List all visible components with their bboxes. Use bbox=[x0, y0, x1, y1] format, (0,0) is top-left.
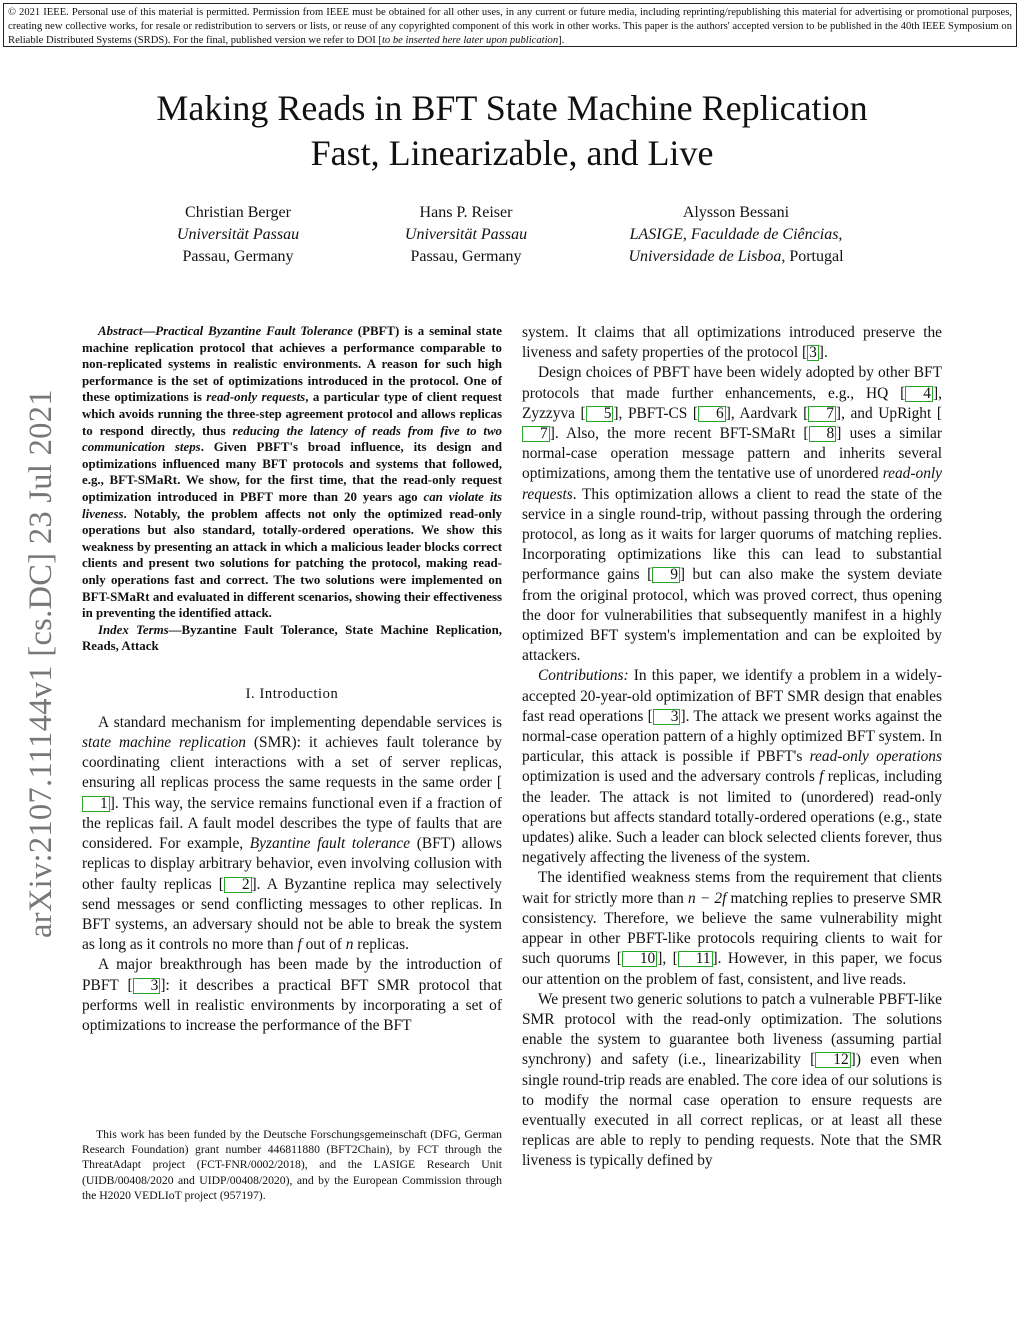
contributions-label: Contributions: bbox=[538, 667, 629, 685]
title-line-2: Fast, Linearizable, and Live bbox=[310, 133, 714, 173]
citation-link[interactable]: 12 bbox=[815, 1052, 850, 1068]
body-paragraph: system. It claims that all optimizations introduced preserve the liveness and safety properties of the protocol [ 3 ]. bbox=[522, 324, 942, 362]
author-location-university: Universidade de Lisboa bbox=[628, 248, 782, 265]
text-run: but can also make the system deviate from the original protocol, which was proved correct, thus opening the door for vulnerabilities that subsequently manifest in a highly optimized BFT system's implementation and can be exploited by attackers. bbox=[522, 566, 942, 665]
citation-link[interactable]: 1 bbox=[82, 796, 110, 812]
abstract-paragraph bbox=[82, 323, 502, 622]
index-terms-text: Byzantine Fault Tolerance, State Machine Replication, Reads, Attack bbox=[82, 622, 503, 654]
author-block-3 bbox=[596, 202, 876, 268]
text-run: Design choices of PBFT have been widely adopted by other BFT protocols that made further enhancements, e.g., HQ bbox=[522, 364, 942, 402]
copyright-end: ]. bbox=[558, 35, 565, 46]
text-run: system. It claims that all optimizations introduced preserve the liveness and safety properties of the protocol bbox=[522, 324, 942, 362]
text-run: . This optimization allows a client to read the state of the service in a single round-trip, without passing through the ordering protocol, as long as it waits for larger quorums of matching replies. Incorporating optimizations like this can lead to substantial performance gains bbox=[522, 485, 942, 584]
text-run: matching replies to preserve SMR consistency. Therefore, we believe the same vulnerability might appear in other PBFT-like protocols requiring clients to wait for such quorums bbox=[522, 889, 942, 968]
text-run: read-only operations bbox=[809, 748, 942, 766]
body-paragraph: A standard mechanism for implementing dependable services is state machine replication (SMR): it achieves fault tolerance by coordinating client interactions with a set of server replicas, ensuring all replicas process the same requests in the same order [1 ]. This way, the service remains functional even if a fraction of the replicas fail. A fault model describes the type of faults that are considered. For example, Byzantine fault tolerance (BFT) allows replicas to display arbitrary behavior, even involving collusion with other faulty replicas [ 2 ]. A Byzantine replica may selectively send messages or send conflicting messages to other replicas. In BFT systems, an adversary should not be able to break the system as long as it controls no more than f out of n replicas. bbox=[82, 713, 503, 954]
author-location: Passau, Germany bbox=[182, 248, 294, 265]
author-affiliation: Universität Passau bbox=[176, 226, 300, 243]
text-run: . The attack we present works against the normal-case operation pattern of a highly optimized BFT system. In particular, this attack is possible if PBFT's bbox=[522, 707, 943, 766]
citation-link[interactable]: 11 bbox=[678, 951, 713, 967]
text-run: . However, in this paper, we focus our attention on the problem of fast, consistent, and live reads. bbox=[522, 950, 942, 988]
citation-link[interactable]: 8 bbox=[809, 426, 837, 442]
text-run: A standard mechanism for implementing dependable services is bbox=[98, 713, 502, 731]
abstract-dash: — bbox=[142, 324, 156, 338]
math-variable: f bbox=[297, 936, 302, 954]
body-paragraph: A major breakthrough has been made by the introduction of PBFT [ 3 ]: it describes a practical BFT SMR protocol that performs well in realistic environments by incorporating a set of optimizations to increase the performance of the BFT bbox=[82, 956, 502, 1034]
text-run: out of bbox=[301, 936, 346, 954]
funding-note: This work has been funded by the Deutsche Forschungsgemeinschaft (DFG, German Research Foundation) grant number 446811880 (BFT2Chain), by FCT through the ThreatAdapt project (FCT-FNR/0002/2018), and the LASIGE Research Unit (UIDB/00408/2020 and UIDP/00408/2020), and by the European Commission through the H2020 VEDLIoT project (957197). bbox=[82, 1128, 502, 1202]
text-run: state machine replication bbox=[82, 734, 246, 752]
text-run: . This way, the service remains functional even if a fraction of the replicas fail. A fault model describes the type of faults that are considered. For example, bbox=[82, 794, 502, 853]
text-run: (SMR): it achieves fault tolerance by coordinating client interactions with a set of server replicas, ensuring all replicas process the same requests in the same order bbox=[82, 734, 502, 792]
text-run: , PBFT-CS bbox=[618, 404, 693, 422]
arxiv-identifier: arXiv:2107.11144v1 [cs.DC] 23 Jul 2021 bbox=[23, 389, 59, 938]
text-run: replicas, including the leader. The attack is not limited to (unordered) read-only operations but affects standard totally-ordered operations (e.g., state updates) alike. Such a leader can block selected clients forever, thus negatively affecting the liveness of the system. bbox=[522, 768, 942, 867]
text-run: replicas. bbox=[353, 936, 410, 954]
text-run: , bbox=[662, 950, 673, 968]
text-run: , Zyzzyva bbox=[522, 384, 942, 422]
text-run: : it describes a practical BFT SMR protocol that performs well in realistic environments by incorporating a set of optimizations to increase the performance of the BFT bbox=[82, 976, 502, 1034]
author-name: Alysson Bessani bbox=[682, 204, 790, 221]
abstract-text: read-only requests bbox=[206, 390, 306, 405]
abstract-text: . Given PBFT's broad influence, its design and optimizations influenced many BFT protocols and systems that followed, e.g., BFT-SMaRt. We show, for the first time, that the read-only request optimization introduced in PBFT more than 20 years ago bbox=[82, 440, 502, 504]
copyright-doi-note: to be inserted here later upon publication bbox=[381, 35, 559, 46]
body-paragraph: We present two generic solutions to patch a vulnerable PBFT-like SMR protocol with the read-only optimization. The solutions enable the system to guarantee both liveness (assuming partial synchrony) and safety (i.e., linearizability [ 12 ]) even when single round-trip reads are enabled. The core idea of our solutions is to modify the normal case operation to ensure requests are eventually executed in all correct replicas, or at least all these replicas are able to reply to pending requests. Note that the SMR liveness is typically defined by bbox=[522, 990, 942, 1170]
left-column bbox=[82, 323, 502, 1036]
author-block-2 bbox=[378, 202, 554, 268]
text-run: A major breakthrough has been made by the introduction of PBFT bbox=[82, 956, 502, 994]
author-location-country: , Portugal bbox=[781, 248, 844, 265]
abstract-text: , a particular type of client request which avoids running the three-step agreement protocol and allows replicas to respond directly, thus bbox=[82, 390, 502, 438]
citation-link[interactable]: 3 bbox=[133, 978, 161, 994]
text-run: . bbox=[823, 344, 828, 362]
text-run: read-only requests bbox=[522, 465, 942, 503]
body-paragraph: Contributions: In this paper, we identify a problem in a widely-accepted 20-year-old optimization of BFT SMR design that enables fast read operations [ 3 ]. The attack we present works against the normal-case operation pattern of a highly optimized BFT system. In particular, this attack is possible if PBFT's read-only operations optimization is used and the adversary controls f replicas, including the leader. The attack is not limited to (unordered) read-only operations but affects standard totally-ordered operations (e.g., state updates) alike. Such a leader can block selected clients forever, thus negatively affecting the liveness of the system. bbox=[522, 667, 943, 867]
text-run: In this paper, we identify a problem in a widely-accepted 20-year-old optimization of BFT SMR design that enables fast read operations bbox=[522, 667, 942, 725]
math-variable: f bbox=[819, 768, 824, 786]
abstract-label: Abstract bbox=[98, 324, 143, 338]
math-expression: n − 2f bbox=[688, 889, 727, 907]
text-run: ) even when single round-trip reads are enabled. The core idea of our solutions is to modify the normal case operation to ensure requests are eventually executed in all correct replicas, or at least all these replicas are able to reply to pending requests. Note that the SMR liveness is typically defined by bbox=[522, 1051, 942, 1170]
index-terms-label: Index Terms bbox=[98, 622, 169, 637]
text-run: We present two generic solutions to patch a vulnerable PBFT-like SMR protocol with the read-only optimization. The solutions enable the system to guarantee both liveness (assuming partial synchrony) and safety (i.e., linearizability bbox=[522, 990, 942, 1069]
citation-link[interactable]: 9 bbox=[652, 567, 680, 583]
author-name: Christian Berger bbox=[185, 204, 291, 221]
author-block-1 bbox=[150, 202, 326, 268]
text-run: optimization is used and the adversary controls bbox=[522, 768, 820, 786]
citation-link[interactable]: 2 bbox=[224, 877, 252, 893]
section-heading-introduction: I. Introduction bbox=[245, 685, 339, 702]
citation-link[interactable]: 7 bbox=[808, 406, 836, 422]
footnote bbox=[82, 1127, 502, 1203]
text-run: (BFT) allows replicas to display arbitrary behavior, even involving collusion with other faulty replicas bbox=[82, 835, 502, 893]
index-terms bbox=[82, 622, 502, 655]
text-run: uses a similar normal-case operation message pattern and inherits several optimizations, among them the tentative use of unordered bbox=[522, 425, 943, 483]
abstract-text: (PBFT) is a seminal state machine replication protocol that achieves a performance comparable to non-replicated systems in realistic environments. A reason for such high performance is the set of optimizations introduced in the protocol. One of these optimizations is bbox=[82, 324, 502, 405]
title-line-1: Making Reads in BFT State Machine Replication bbox=[156, 88, 868, 128]
citation-link[interactable]: 6 bbox=[698, 406, 726, 422]
citation-link[interactable]: 10 bbox=[622, 951, 657, 967]
abstract-text: . Notably, the problem affects not only the optimized read-only operations but also standard, totally-ordered operations. We show this weakness by presenting an attack in which a malicious leader blocks correct clients and present two solutions for patching the protocol, making read-only operations fast and correct. The two solutions were implemented on BFT-SMaRt and evaluated in different scenarios, showing their effectiveness in preventing the identified attack. bbox=[82, 506, 502, 621]
text-run: . A Byzantine replica may selectively send messages or send conflicting messages to other replicas. In BFT systems, an adversary should not be able to break the system as long as it controls no more than bbox=[82, 875, 503, 954]
copyright-notice bbox=[3, 3, 1017, 47]
math-variable: n bbox=[345, 936, 354, 954]
citation-link[interactable]: 5 bbox=[586, 406, 614, 422]
abstract-text: reducing the latency of reads from five to two communication steps bbox=[82, 423, 502, 455]
author-name: Hans P. Reiser bbox=[419, 204, 513, 221]
author-affiliation: Universität Passau bbox=[404, 226, 528, 243]
body-paragraph: The identified weakness stems from the requirement that clients wait for strictly more than n − 2f matching replies to preserve SMR consistency. Therefore, we believe the same vulnerability might appear in other PBFT-like protocols requiring clients to wait for such quorums [ 10 ], [ 11 ]. However, in this paper, we focus our attention on the problem of fast, consistent, and live reads. bbox=[522, 869, 942, 988]
copyright-text: © 2021 IEEE. Personal use of this material is permitted. Permission from IEEE must be obtained for all other uses, in any current or future media, including reprinting/republishing this material for advertising or promotional purposes, creating new collective works, for resale or redistribution to servers or lists, or reuse of any copyrighted component of this work in other works. This paper is the authors' accepted version to be published in the 40th IEEE Symposium on Reliable Distributed Systems (SRDS). For the final, published version we refer to DOI [ bbox=[8, 7, 1012, 46]
text-run: The identified weakness stems from the requirement that clients wait for strictly more than bbox=[522, 869, 942, 907]
introduction-text bbox=[82, 713, 502, 1036]
text-run: Byzantine fault tolerance bbox=[249, 835, 411, 853]
text-run: , and UpRight bbox=[841, 404, 937, 422]
citation-link[interactable]: 3 bbox=[653, 709, 681, 725]
introduction-continued bbox=[522, 323, 942, 1172]
author-affiliation: LASIGE, Faculdade de Ciências, bbox=[629, 226, 843, 243]
paper-title bbox=[0, 86, 1024, 176]
citation-link[interactable]: 7 bbox=[522, 426, 550, 442]
right-column bbox=[522, 323, 942, 1172]
text-run: , Aardvark bbox=[730, 404, 804, 422]
author-location: Passau, Germany bbox=[410, 248, 522, 265]
citation-link[interactable]: 3 bbox=[809, 344, 817, 362]
author-location bbox=[596, 246, 876, 268]
abstract-text: Practical Byzantine Fault Tolerance bbox=[155, 324, 353, 338]
abstract bbox=[82, 323, 502, 655]
text-run: . Also, the more recent BFT-SMaRt bbox=[554, 425, 804, 443]
body-paragraph: Design choices of PBFT have been widely adopted by other BFT protocols that made further enhancements, e.g., HQ [ 4 ], Zyzzyva [ 5 ], PBFT-CS [ 6 ], Aardvark [ 7 ], and UpRight [7 ]. Also, the more recent BFT-SMaRt [ 8 ] uses a similar normal-case operation message pattern and inherits several optimizations, among them the tentative use of unordered read-only requests. This optimization allows a client to read the state of the service in a single round-trip, without passing through the ordering protocol, as long as it waits for larger quorums of matching replies. Incorporating optimizations like this can lead to substantial performance gains [ 9 ] but can also make the system deviate from the original protocol, which was proved correct, thus opening the door for vulnerabilities that subsequently manifest in a highly optimized BFT system's implementation and can be exploited by attackers. bbox=[522, 364, 943, 665]
index-terms-dash: — bbox=[168, 622, 182, 637]
citation-link[interactable]: 4 bbox=[905, 386, 933, 402]
abstract-text: can violate its liveness bbox=[82, 489, 503, 521]
